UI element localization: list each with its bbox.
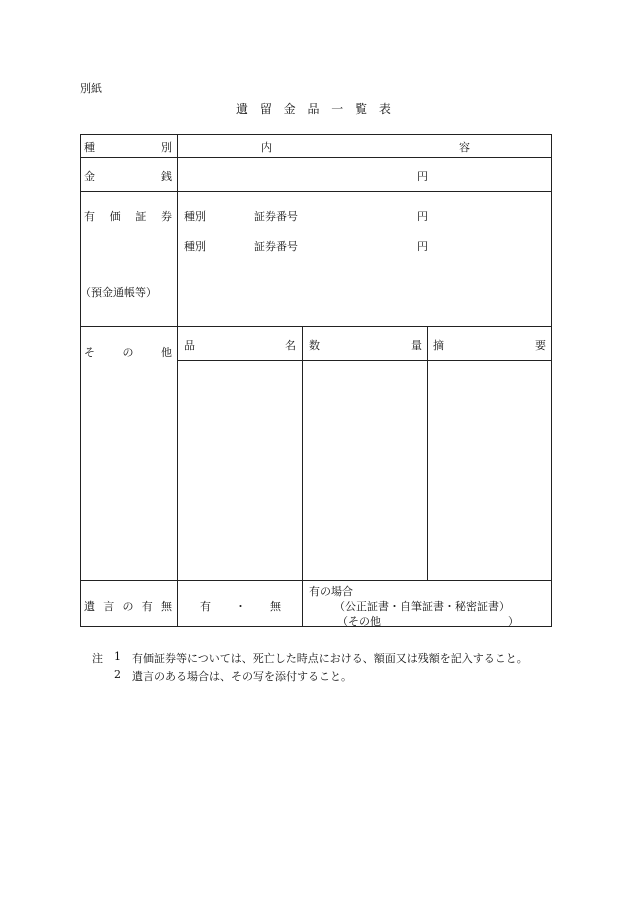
column-divider bbox=[302, 326, 303, 580]
note-number: 2 bbox=[114, 668, 121, 681]
will-label: 遺 言 の 有 無 bbox=[84, 600, 172, 613]
will-dot: ・ bbox=[235, 600, 246, 613]
note-number: 1 bbox=[114, 650, 121, 663]
will-other-open: （その他 bbox=[337, 615, 381, 628]
column-divider bbox=[177, 134, 178, 627]
quantity-header: 数 量 bbox=[309, 339, 422, 352]
row-divider bbox=[80, 157, 552, 158]
money-yen: 円 bbox=[417, 170, 428, 183]
securities-type-label: 種別 bbox=[184, 210, 206, 223]
will-if-yes: 有の場合 bbox=[309, 585, 353, 598]
summary-header: 摘 要 bbox=[433, 339, 546, 352]
will-other-close: ） bbox=[508, 615, 519, 628]
document-title: 遺 留 金 品 一 覧 表 bbox=[236, 102, 391, 116]
money-label: 金 銭 bbox=[84, 170, 172, 183]
item-name-header: 品 名 bbox=[184, 339, 296, 352]
securities-yen: 円 bbox=[417, 240, 428, 253]
will-types: （公正証書・自筆証書・秘密証書） bbox=[334, 600, 510, 613]
row-divider bbox=[80, 326, 552, 327]
content-header-1: 内 bbox=[261, 141, 272, 154]
note-text: 有価証券等については、死亡した時点における、額面又は残額を記入すること。 bbox=[132, 652, 528, 665]
securities-number-label: 証券番号 bbox=[254, 210, 298, 223]
note-prefix: 注 bbox=[92, 652, 103, 665]
attachment-label: 別紙 bbox=[80, 82, 102, 95]
row-divider bbox=[80, 580, 552, 581]
will-no: 無 bbox=[270, 600, 281, 613]
type-header-text: 種 別 bbox=[84, 141, 172, 154]
securities-sub-label: （預金通帳等） bbox=[80, 286, 157, 299]
content-header-2: 容 bbox=[459, 141, 470, 154]
row-divider bbox=[80, 191, 552, 192]
row-divider bbox=[177, 360, 552, 361]
securities-label: 有 価 証 券 bbox=[84, 210, 172, 223]
securities-number-label: 証券番号 bbox=[254, 240, 298, 253]
column-divider bbox=[427, 326, 428, 580]
other-label: そ の 他 bbox=[84, 346, 172, 359]
securities-yen: 円 bbox=[417, 210, 428, 223]
type-header bbox=[84, 139, 172, 155]
column-divider bbox=[302, 580, 303, 627]
note-text: 遺言のある場合は、その写を添付すること。 bbox=[132, 670, 352, 683]
will-yes: 有 bbox=[200, 600, 211, 613]
securities-type-label: 種別 bbox=[184, 240, 206, 253]
